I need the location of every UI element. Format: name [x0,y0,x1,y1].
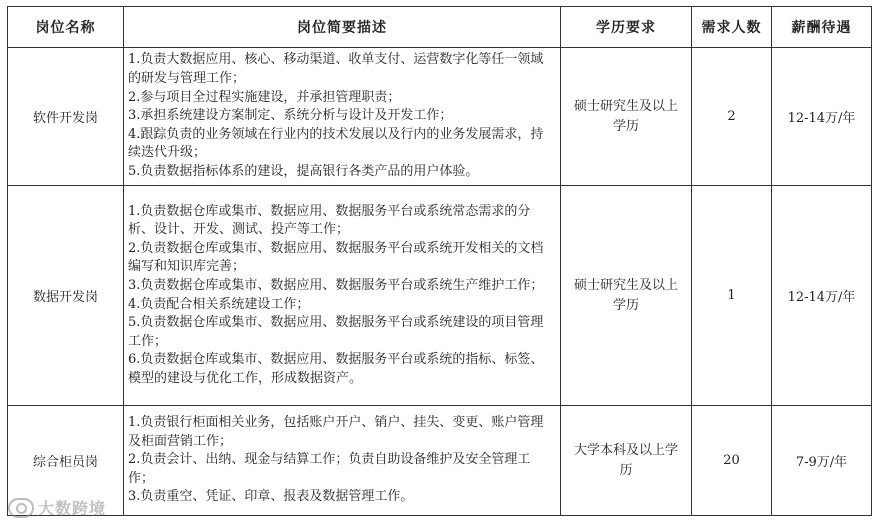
description-line: 3.负责重空、凭证、印章、报表及数据管理工作。 [128,489,414,505]
header-education: 学历要求 [561,7,692,48]
education-requirement: 大学本科及以上学历 [561,406,692,516]
position-name: 综合柜员岗 [8,406,124,516]
description-line: 2.负责会计、出纳、现金与结算工作；负责自助设备维护及安全管理工作； [128,452,531,486]
table-row [8,48,872,186]
watermark [8,496,106,519]
watermark-text: 大数跨境 [38,499,107,518]
header-description: 岗位简要描述 [124,7,561,48]
salary: 12-14万/年 [772,48,872,186]
table-row [8,406,872,516]
description-line: 5.负责数据指标体系的建设，提高银行各类产品的用户体验。 [128,163,479,179]
position-description [124,406,561,516]
position-description [124,48,561,186]
position-description [124,186,561,406]
header-position-name: 岗位名称 [8,7,124,48]
header-headcount: 需求人数 [692,7,772,48]
description-line: 1.负责大数据应用、核心、移动渠道、收单支付、运营数字化等任一领域的研发与管理工作； [128,52,544,87]
headcount: 2 [692,48,772,186]
salary: 7-9万/年 [772,406,872,516]
description-line: 5.负责数据仓库或集市、数据应用、数据服务平台或系统建设的项目管理工作； [128,315,544,349]
header-row [8,7,872,48]
education-requirement: 硕士研究生及以上学历 [561,186,692,406]
description-line: 1.负责银行柜面相关业务，包括账户开户、销户、挂失、变更、账户管理及柜面营销工作； [128,415,544,449]
salary: 12-14万/年 [772,186,872,406]
description-line: 2.参与项目全过程实施建设，并承担管理职责； [128,89,401,105]
description-line: 4.负责配合相关系统建设工作； [128,296,310,312]
job-table [7,6,872,516]
education-requirement: 硕士研究生及以上学历 [561,48,692,186]
headcount: 1 [692,186,772,406]
position-name: 软件开发岗 [8,48,124,186]
description-line: 3.负责数据仓库或集市、数据应用、数据服务平台或系统生产维护工作； [128,277,544,293]
description-line: 3.承担系统建设方案制定、系统分析与设计及开发工作； [128,108,453,124]
headcount: 20 [692,406,772,516]
description-line: 1.负责数据仓库或集市、数据应用、数据服务平台或系统常态需求的分析、设计、开发、测试、投产等工作； [128,203,531,238]
position-name: 数据开发岗 [8,186,124,406]
description-line: 2.负责数据仓库或集市、数据应用、数据服务平台或系统开发相关的文档编写和知识库完善； [128,240,544,275]
watermark-logo-icon [8,498,34,518]
description-line: 4.跟踪负责的业务领域在行业内的技术发展以及行内的业务发展需求，持续迭代升级； [128,126,544,161]
header-salary: 薪酬待遇 [772,7,872,48]
description-line: 6.负责数据仓库或集市、数据应用、数据服务平台或系统的指标、标签、模型的建设与优化工作，形成数据资产。 [128,352,544,386]
table-row [8,186,872,406]
